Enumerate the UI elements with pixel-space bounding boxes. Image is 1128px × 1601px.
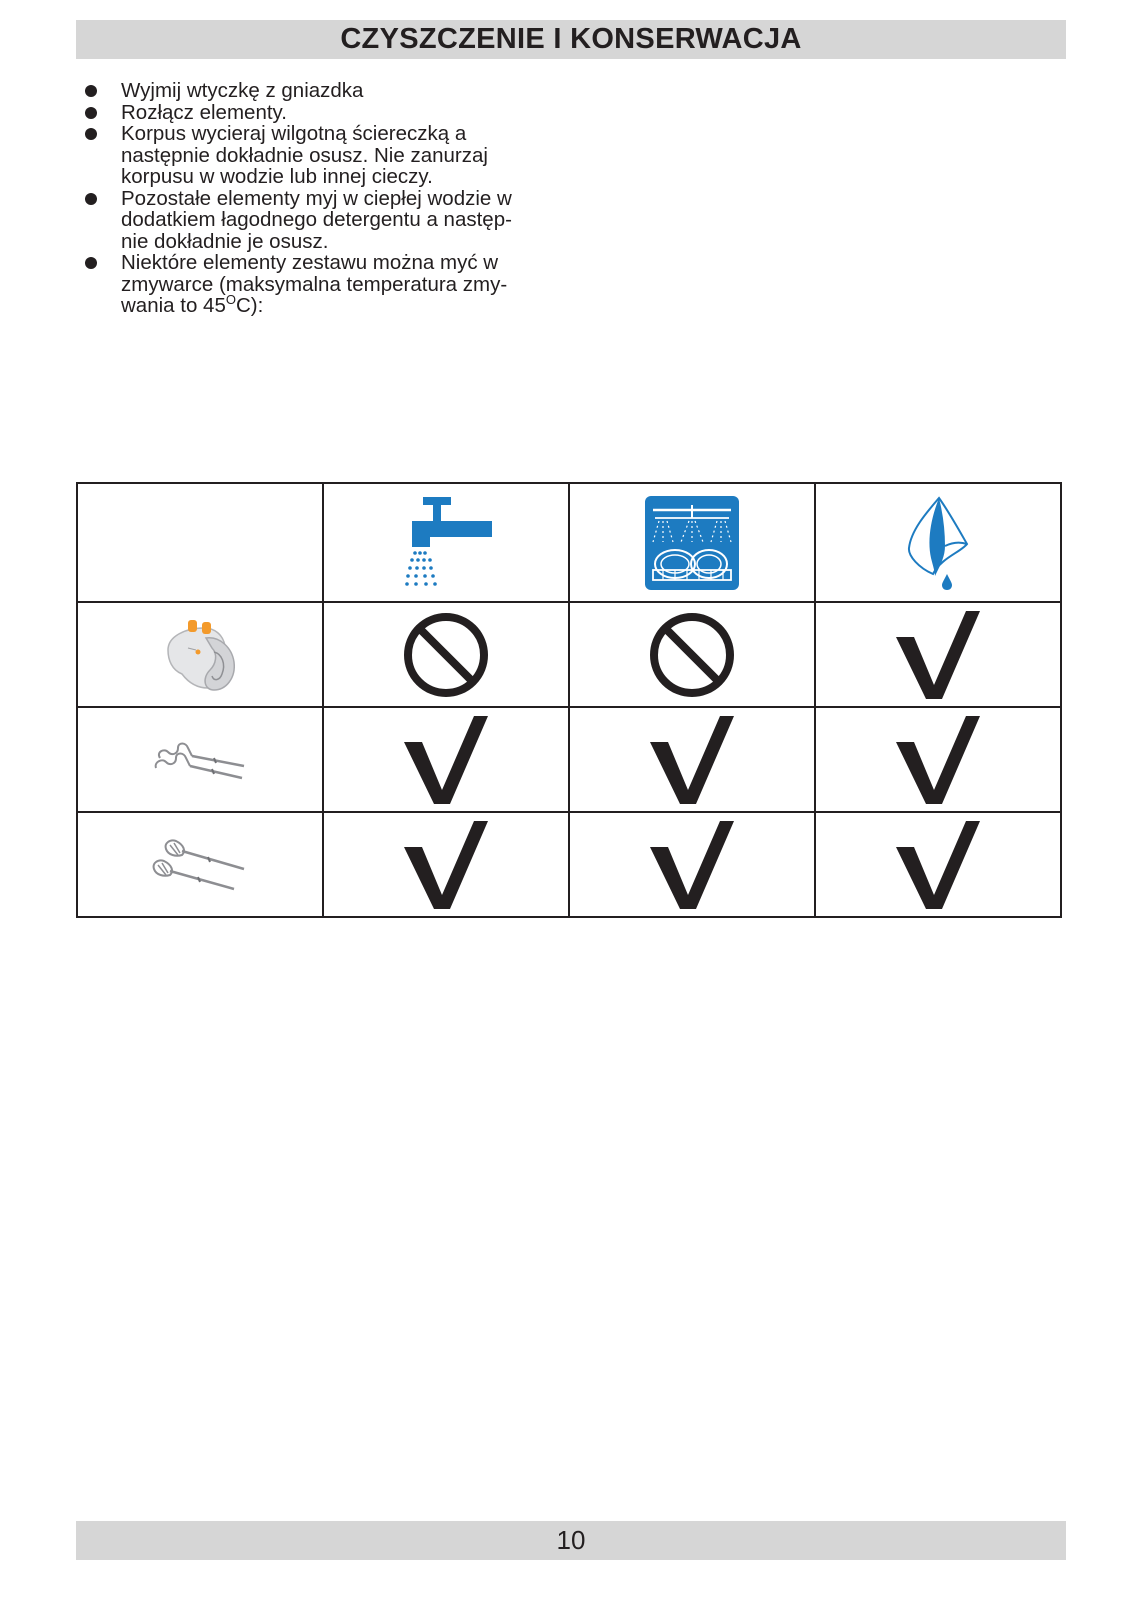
- table-row: [77, 812, 1061, 917]
- list-item-line: Niektóre elementy zestawu można myć w: [121, 251, 499, 274]
- list-item: [84, 252, 544, 317]
- section-title: CZYSZCZENIE I KONSERWACJA: [340, 23, 802, 55]
- water-cell: [323, 602, 569, 707]
- temperature-unit-text: C):: [235, 294, 264, 317]
- item-cell: [77, 602, 323, 707]
- water-cell: [323, 812, 569, 917]
- table-row: [77, 707, 1061, 812]
- check-mark-icon: [896, 611, 980, 699]
- list-item: [84, 123, 544, 188]
- cleaning-method-table: [76, 482, 1062, 918]
- dishwasher-cell: [569, 707, 815, 812]
- header-cell-dishwasher: [569, 483, 815, 602]
- list-item-line: Rozłącz elementy.: [121, 100, 287, 124]
- beaters-icon: [152, 837, 248, 893]
- list-item: [84, 80, 544, 102]
- water-cell: [323, 707, 569, 812]
- section-header-bar: [76, 20, 1066, 59]
- not-allowed-icon: [649, 612, 735, 698]
- table-row: [77, 602, 1061, 707]
- list-item-line: [121, 292, 544, 317]
- header-cell-cloth: [815, 483, 1061, 602]
- dishwasher-cell: [569, 602, 815, 707]
- cloth-cell: [815, 602, 1061, 707]
- header-cell-water: [323, 483, 569, 602]
- not-allowed-icon: [403, 612, 489, 698]
- list-item-line: nie dokładnie je osusz.: [121, 229, 329, 253]
- page-number: 10: [556, 1525, 586, 1555]
- list-item-line: Pozostałe elementy myj w ciepłej wodzie w: [121, 186, 512, 210]
- item-cell: [77, 812, 323, 917]
- item-cell: [77, 707, 323, 812]
- list-item-line: dodatkiem łagodnego detergentu a następ-: [121, 208, 512, 231]
- dishwasher-icon: [645, 496, 739, 590]
- list-item: [84, 188, 544, 253]
- table-corner-cell: [77, 483, 323, 602]
- check-mark-icon: [404, 716, 488, 804]
- cloth-cell: [815, 707, 1061, 812]
- check-mark-icon: [650, 716, 734, 804]
- list-item-line: następnie dokładnie osusz. Nie zanurzaj: [121, 143, 488, 167]
- cloth-cell: [815, 812, 1061, 917]
- check-mark-icon: [650, 821, 734, 909]
- damp-cloth-icon: [905, 496, 971, 590]
- list-item-line: Wyjmij wtyczkę z gniazdka: [121, 79, 364, 102]
- hand-mixer-icon: [158, 614, 242, 696]
- list-item-line: zmywarce (maksymalna temperatura zmy-: [121, 272, 508, 296]
- check-mark-icon: [896, 821, 980, 909]
- dishwasher-cell: [569, 812, 815, 917]
- faucet-icon: [398, 497, 494, 589]
- check-mark-icon: [896, 716, 980, 804]
- footer-bar: [76, 1521, 1066, 1560]
- table-header-row: [77, 483, 1061, 602]
- check-mark-icon: [404, 821, 488, 909]
- list-item-line: Korpus wycieraj wilgotną ściereczką a: [121, 122, 467, 145]
- list-item-line: korpusu w wodzie lub innej cieczy.: [121, 165, 433, 188]
- degree-sign: O: [225, 292, 236, 308]
- temperature-text: wania to 45: [121, 294, 226, 317]
- cleaning-instructions-list: [84, 80, 544, 317]
- dough-hooks-icon: [152, 738, 248, 782]
- list-item: [84, 102, 544, 124]
